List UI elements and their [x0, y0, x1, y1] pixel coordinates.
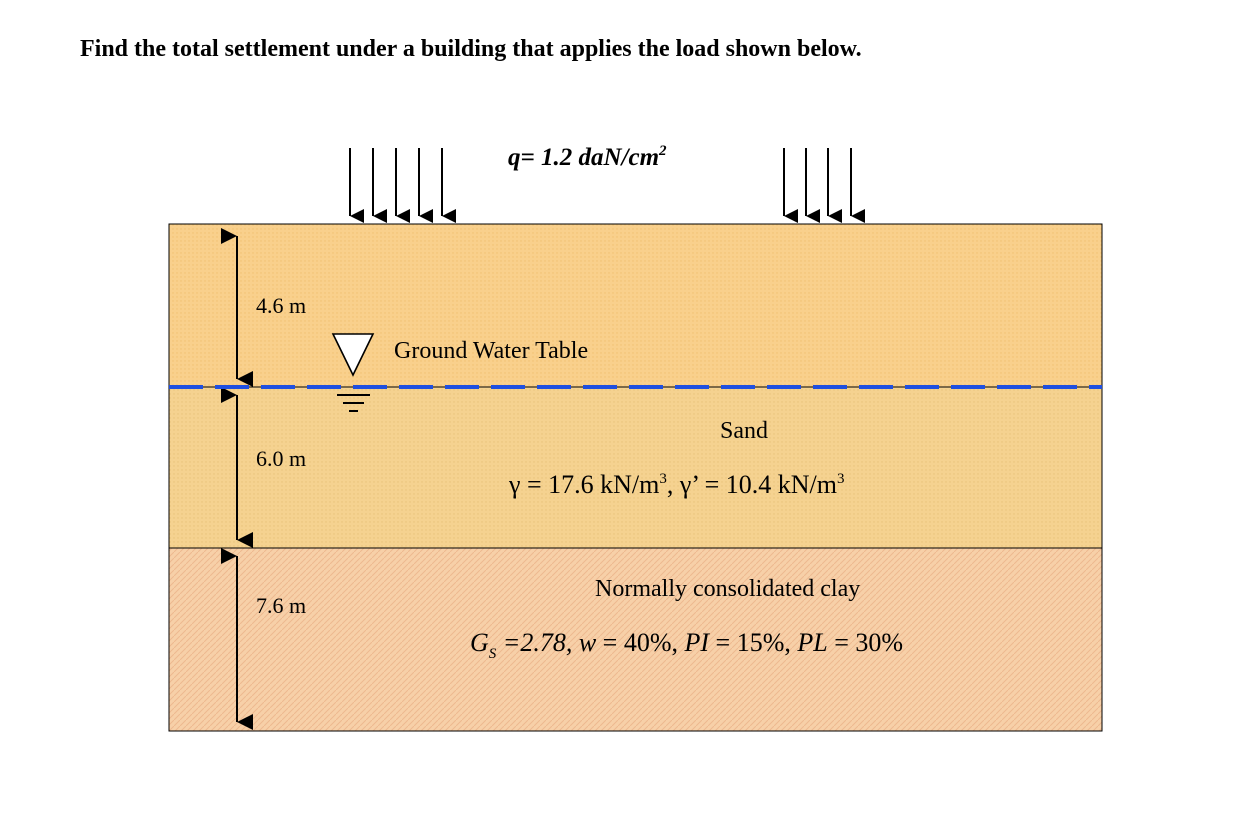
- depth-label-mid: 6.0 m: [256, 446, 307, 471]
- clay-label: Normally consolidated clay: [595, 576, 861, 602]
- depth-label-top: 4.6 m: [256, 293, 307, 318]
- sand-label: Sand: [720, 418, 768, 444]
- question-text: Find the total settlement under a building that applies the load shown below.: [80, 36, 862, 62]
- load-arrows-right: [784, 148, 851, 216]
- water-table-label: Ground Water Table: [394, 338, 589, 364]
- lower-sand-layer: [169, 387, 1102, 548]
- upper-sand-layer: [169, 224, 1102, 387]
- sand-properties: γ = 17.6 $kN/m^3$, γ’ = 10.4 $kN/m^3$: [509, 470, 845, 499]
- depth-label-clay: 7.6 m: [256, 593, 307, 618]
- load-label: q= 1.2 daN/$cm^2$: [508, 143, 667, 171]
- clay-properties: $G_S =2.78$, w = 40%, PI = 15%, PL = 30%: [470, 628, 904, 662]
- load-arrows-left: [350, 148, 442, 216]
